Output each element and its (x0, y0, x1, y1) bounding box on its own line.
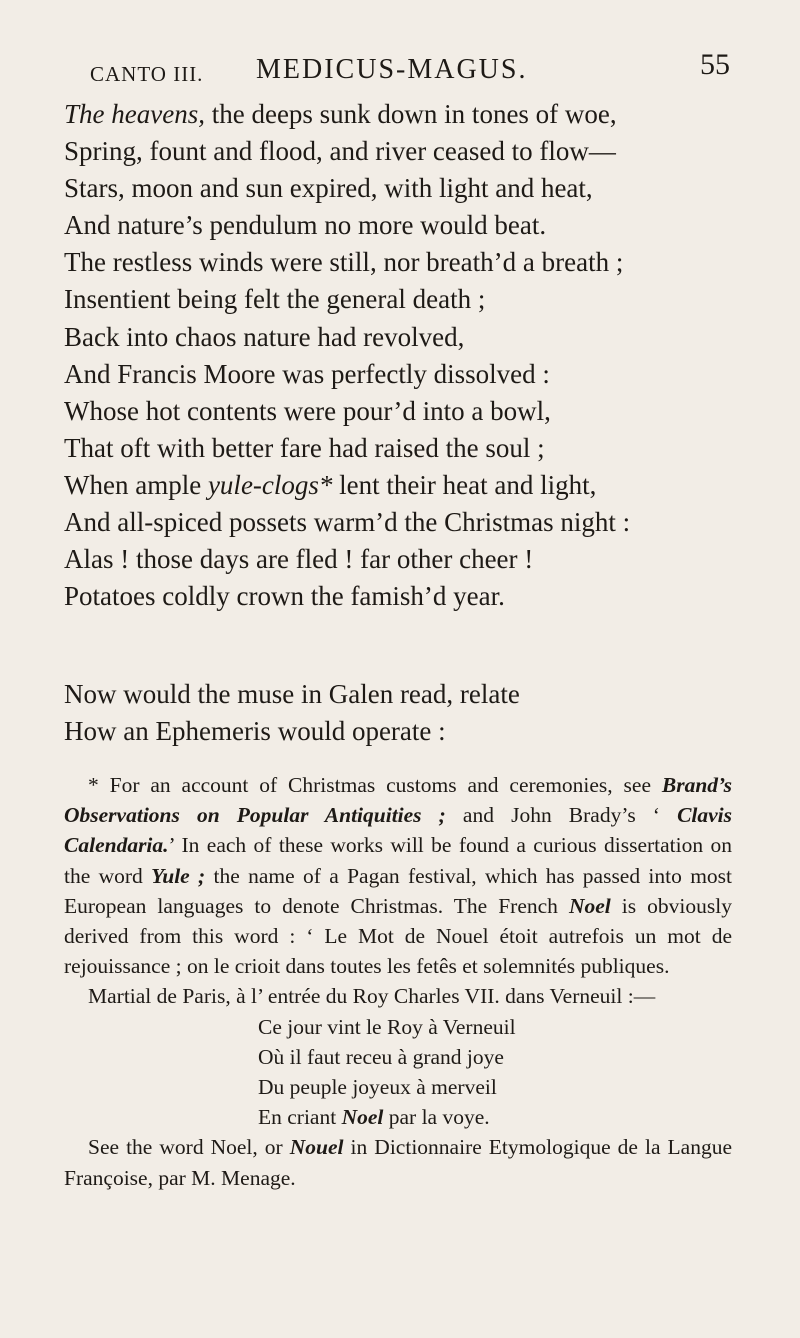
running-header (90, 48, 730, 88)
poem-line: Spring, fount and flood, and river ceased to flow— (64, 136, 616, 167)
verse-line: Ce jour vint le Roy à Verneuil (258, 1014, 516, 1039)
italic-word: Yule ; (151, 863, 206, 888)
poem-line (64, 96, 744, 133)
footnote-text: ’ In each of these works will be found a curious dissertation on the word (64, 833, 732, 888)
footnote-paragraph (64, 1132, 732, 1192)
poem-stanza-1 (64, 96, 744, 615)
footnote-text: * For an account of Christmas customs and ceremonies, see (88, 773, 662, 797)
line-text: the deeps sunk down in tones of woe, (204, 99, 617, 129)
verse-line: Du peuple joyeux à merveil (258, 1075, 497, 1100)
italic-title: Clavis Calendaria. (64, 803, 733, 858)
verse-line (258, 1102, 732, 1132)
italic-text: The heavens, (64, 99, 205, 129)
footnote (64, 770, 732, 1193)
footnote-text: the name of a Pagan festival, which has passed into most European languages to denote Christmas. The French (64, 863, 733, 918)
italic-word: Noel (341, 1105, 384, 1130)
quoted-verse (64, 1012, 732, 1133)
poem-line: The restless winds were still, nor breath’d a breath ; (64, 247, 624, 278)
footnote-paragraph (64, 770, 732, 981)
italic-text: yule-clogs* (207, 469, 333, 500)
footnote-text: is obviously derived from this word : ‘ Le Mot de Nouel étoit autrefois un mot de rejouissance ; on le crioit dans toutes les fetês et solemnités publiques. (64, 893, 732, 979)
footnote-paragraph: Martial de Paris, à l’ entrée du Roy Charles VII. dans Verneuil :— (88, 984, 656, 1009)
poem-line: How an Ephemeris would operate : (64, 716, 446, 746)
poem-line: Whose hot contents were pour’d into a bowl, (64, 395, 551, 426)
poem-line: Back into chaos nature had revolved, (64, 321, 465, 352)
page-number: 55 (700, 48, 730, 81)
line-text: When ample (64, 469, 208, 500)
poem-line: Insentient being felt the general death ; (64, 284, 486, 315)
poem-line: Now would the muse in Galen read, relate (64, 679, 520, 709)
italic-word: Noel (568, 893, 611, 918)
canto-label: CANTO III. (90, 62, 204, 86)
poem-line: And all-spiced possets warm’d the Christmas night : (64, 507, 631, 538)
footnote-text: and John Brady’s ‘ (445, 803, 678, 828)
running-title: MEDICUS-MAGUS. (256, 54, 528, 85)
italic-title: Brand’s Observations on Popular Antiquities ; (64, 773, 732, 828)
poem-line: And Francis Moore was perfectly dissolved : (64, 358, 550, 389)
verse-text: En criant (258, 1105, 342, 1130)
poem-line (64, 467, 744, 504)
poem-stanza-2 (64, 676, 744, 750)
poem-line: Potatoes coldly crown the famish’d year. (64, 581, 505, 612)
poem-line: That oft with better fare had raised the soul ; (64, 432, 545, 463)
italic-word: Nouel (289, 1135, 344, 1160)
poem-line: And nature’s pendulum no more would beat. (64, 210, 547, 241)
footnote-text: in Dictionnaire Etymologique de la Langue Françoise, par M. Menage. (64, 1135, 733, 1190)
line-text: lent their heat and light, (332, 469, 597, 500)
poem-line: Stars, moon and sun expired, with light and heat, (64, 173, 593, 204)
verse-text: par la voye. (383, 1105, 490, 1130)
poem-line: Alas ! those days are fled ! far other cheer ! (64, 544, 534, 575)
verse-line: Où il faut receu à grand joye (258, 1044, 504, 1069)
footnote-text: See the word Noel, or (88, 1135, 290, 1160)
